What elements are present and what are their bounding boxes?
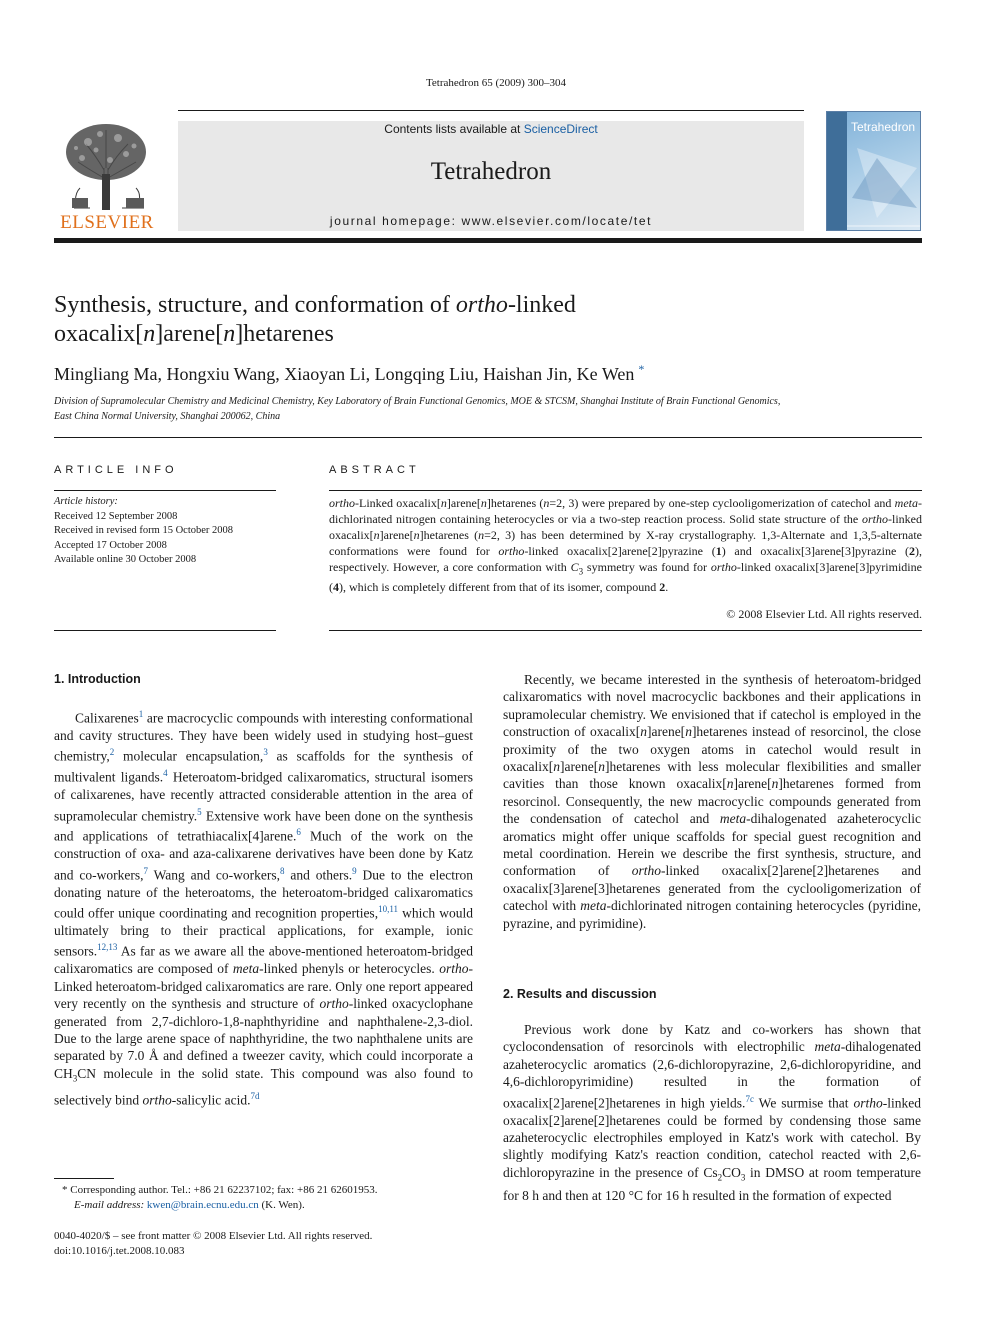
corresponding-author-marker[interactable]: * xyxy=(638,362,645,376)
contents-prefix: Contents lists available at xyxy=(384,122,524,136)
article-info-heading: ARTICLE INFO xyxy=(54,464,178,476)
results-intro-paragraph: Recently, we became interested in the synthesis of heteroatom-bridged calixaromatics with novel macrocyclic backbones and their applications in supramolecular chemistry. We envisioned that if catechol is employed in the construction of oxacalix[n]arene[n]hetarenes instead of resorcinol, the close proximity of the two oxygen atoms in catechol would result in oxacalix[n]arene[n]hetarenes with less molecular flexibilities and smaller cavities than those known oxacalix[n]arene[n]hetarenes formed from resorcinol. Consequently, the new macrocyclic compounds generated from the condensation of catechol and meta-dihalogenated azaheterocyclic aromatics might offer unique scaffolds for special guest recognition and metal coordination. Herein we describe the first synthesis, structure, and conformation of ortho-linked oxacalix[2]arene[2]hetarenes and oxacalix[3]arene[3]hetarenes generated from the cyclooligomerization of catechol with meta-dichlorinated nitrogen containing heterocycles (pyridine, pyrazine, and pyrimidine). xyxy=(503,672,921,931)
history-accepted: Accepted 17 October 2008 xyxy=(54,539,167,551)
section-rule xyxy=(54,437,922,438)
elsevier-tree-logo-icon xyxy=(52,118,162,214)
email-link[interactable]: kwen@brain.ecnu.edu.cn xyxy=(146,1199,259,1211)
history-heading: Article history: xyxy=(54,496,118,507)
abstract-rule xyxy=(329,490,922,491)
cover-art xyxy=(847,138,921,230)
journal-banner xyxy=(178,121,804,231)
results-heading: 2. Results and discussion xyxy=(503,987,657,1001)
history-online: Available online 30 October 2008 xyxy=(54,554,197,565)
front-matter-line: 0040-4020/$ – see front matter © 2008 Elsevier Ltd. All rights reserved. xyxy=(54,1230,373,1242)
email-label: E-mail address: xyxy=(74,1199,147,1211)
header-thick-rule xyxy=(54,238,922,243)
journal-reference: Tetrahedron 65 (2009) 300–304 xyxy=(425,77,567,89)
footnote-rule xyxy=(54,1178,114,1179)
cover-title: Tetrahedron xyxy=(851,120,916,134)
publisher-name: ELSEVIER xyxy=(60,212,154,233)
abstract-heading: ABSTRACT xyxy=(329,464,420,476)
introduction-heading: 1. Introduction xyxy=(54,672,141,686)
history-received: Received 12 September 2008 xyxy=(54,510,178,522)
history-revised: Received in revised form 15 October 2008 xyxy=(54,525,234,536)
article-title: Synthesis, structure, and conformation of ortho-linked oxacalix[n]arene[n]hetarenes xyxy=(54,292,576,347)
journal-title: Tetrahedron xyxy=(430,158,552,185)
abstract-bottom-rule xyxy=(329,630,922,631)
elsevier-logo[interactable] xyxy=(52,118,162,234)
footnote-star: * xyxy=(62,1184,68,1196)
contents-line xyxy=(178,121,804,136)
journal-homepage-link[interactable]: journal homepage: www.elsevier.com/locate/tet xyxy=(329,214,653,228)
footnote-contact: Corresponding author. Tel.: +86 21 62237102; fax: +86 21 62601953. xyxy=(67,1184,378,1196)
front-matter xyxy=(54,1229,474,1258)
abstract-text: ortho-Linked oxacalix[n]arene[n]hetarenes (n=2, 3) were prepared by one-step cyclooligomerization of catechol and meta-dichlorinated nitrogen containing heterocycles or via a two-step reaction process. Solid state structure of the ortho-linked oxacalix[n]arene[n]hetarenes (n=2, 3) has been determined by X-ray crystallography. 1,3-Alternate and 1,3,5-alternate conformations were found for ortho-linked oxacalix[2]arene[2]pyrazine (1) and oxacalix[3]arene[3]pyrazine (2), respectively. However, a core conformation with $C_3$ symmetry was found for ortho-linked oxacalix[3]arene[3]pyrimidine (4), which is completely different from that of its isomer, compound 2. xyxy=(329,496,923,595)
header-top-rule xyxy=(178,110,804,111)
authors-text: Mingliang Ma, Hongxiu Wang, Xiaoyan Li, Longqing Liu, Haishan Jin, Ke Wen xyxy=(54,364,635,384)
results-paragraph: Previous work done by Katz and co-workers has shown that cyclocondensation of resorcinols with electrophilic meta-dihalogenated azaheterocyclic aromatics (2,6-dichloropyrazine, 2,6-dichloropyridine, and 4,6-dichloropyrimidine) resulted in the formation of oxacalix[2]arene[2]hetarenes in high yields.$^{7c}$ We surmise that ortho-linked oxacalix[2]arene[2]hetarenes could be formed by condensing those same azaheterocyclic electrophiles employed in Katz's work with catechol. By slightly modifying Katz's reaction condition, catechol reacted with 2,6-dichloropyrazine in the presence of $Cs_2CO_3$ in DMSO at room temperature for 8 h and then at 120 °C for 16 h resulted in the formation of expected xyxy=(503,1022,921,1203)
corresponding-author-footnote xyxy=(54,1183,474,1213)
article-info-bottom-rule xyxy=(54,630,276,631)
article-info-rule xyxy=(54,490,276,491)
sciencedirect-link[interactable]: ScienceDirect xyxy=(523,122,598,136)
doi-link[interactable]: doi:10.1016/j.tet.2008.10.083 xyxy=(54,1244,185,1257)
cover-band xyxy=(827,112,847,231)
journal-cover-icon[interactable] xyxy=(826,111,921,231)
affiliation: Division of Supramolecular Chemistry and Medicinal Chemistry, Key Laboratory of Brain Functional Genomics, MOE & STCSM, Shanghai Institute of Brain Functional Genomics, East China Normal University, Shanghai 200062, China xyxy=(54,396,781,422)
article-history xyxy=(54,495,276,568)
introduction-paragraph: Calixarenes$^1$ are macrocyclic compounds with interesting conformational and cavity structures. They have been widely used in studying host–guest chemistry,$^2$ molecular encapsulation,$^3$ as scaffolds for the synthesis of multivalent ligands.$^4$ Heteroatom-bridged calixaromatics, structural isomers of calixarenes, have recently attracted considerable attention in the area of supramolecular chemistry.$^5$ Extensive work have been done on the synthesis and applications of tetrathiacalix[4]arene.$^6$ Much of the work on the construction of oxa- and aza-calixarene derivatives have been done by Katz and co-workers,$^7$ Wang and co-workers,$^8$ and others.$^9$ Due to the electron donating nature of the heteroatoms, the heteroatom-bridged calixaromatics could offer unique coordinating and recognition properties,$^{10,11}$ which would ultimately bring to their practical applications, for example, ionic sensors.$^{12,13}$ As far as we aware all the above-mentioned heteroatom-bridged calixaromatics are composed of meta-linked phenyls or heterocycles. ortho-Linked heteroatom-bridged calixaromatics are rare. Only one report appeared very recently on the synthesis and structure of ortho-linked oxacyclophane generated from 2,7-dichloro-1,8-naphthyridine and naphthalene-2,3-diol. Due to the large arene space of naphthyridine, the two naphthalene units are separated by 7.0 Å and defined a tweezer cavity, which could incorporate a $CH_3CN$ molecule in the solid state. This compound was also found to selectively bind ortho-salicylic acid.$^{7d}$ xyxy=(54,709,474,1108)
abstract-copyright: © 2008 Elsevier Ltd. All rights reserved. xyxy=(726,607,922,621)
author-list xyxy=(54,362,914,385)
email-suffix: (K. Wen). xyxy=(258,1199,305,1211)
